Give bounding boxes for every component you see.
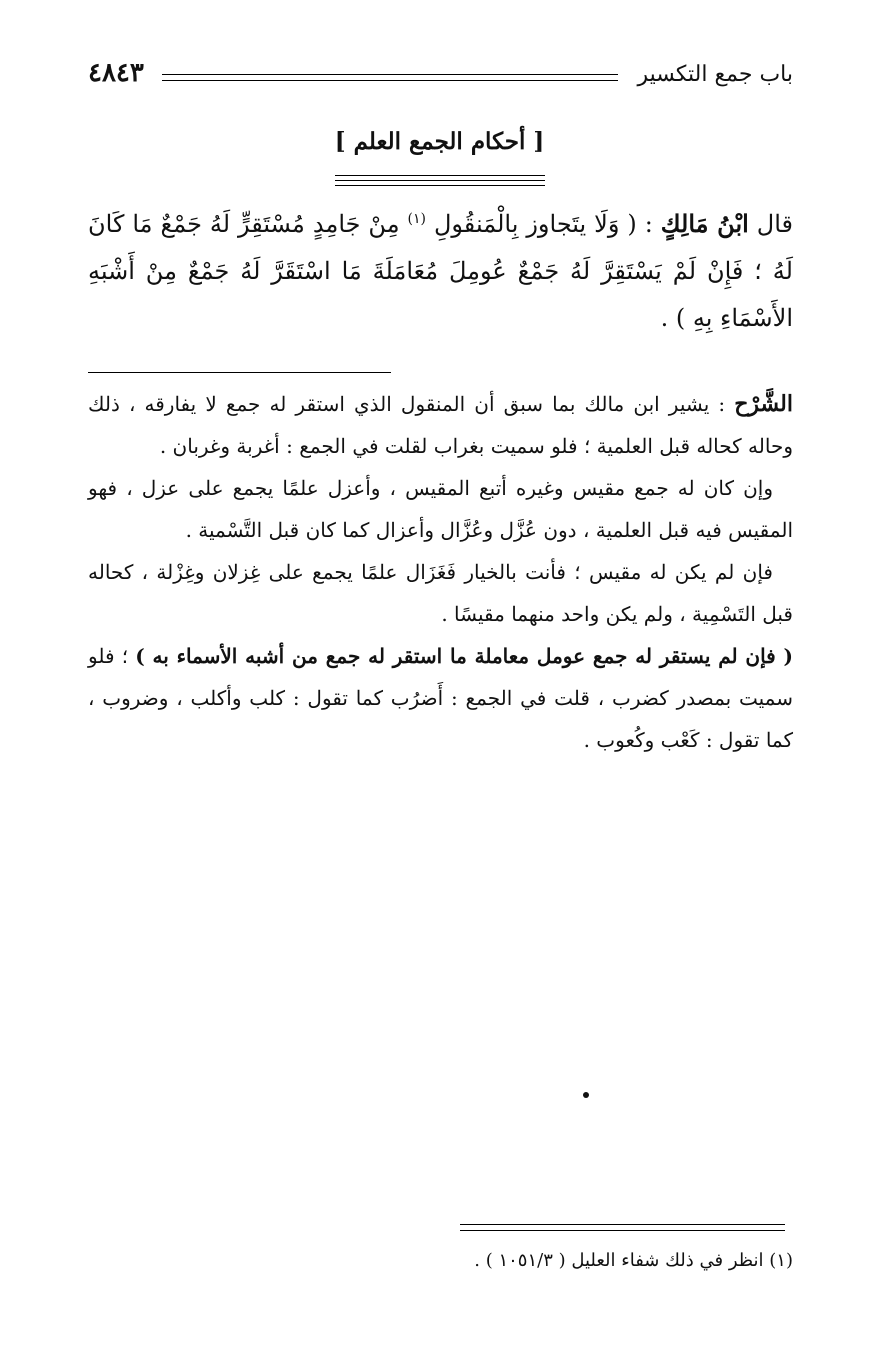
matn-text: [88, 196, 793, 342]
paragraph-text: : يشير ابن مالك بما سبق أن المنقول الذي استقر له جمع لا يفارقه ، ذلك وحاله كحاله قبل العلمية ؛ فلو سميت بغراب لقلت في الجمع : أغربة وغربان .: [88, 392, 793, 458]
header-rule: [162, 80, 618, 81]
section-title: [ أحكام الجمع العلم ]: [334, 128, 545, 155]
paragraph-text: ؛ فلو سميت بمصدر كضرب ، قلت في الجمع : أَضرُب كما تقول : كلب وأكلب ، وضروب ، كما تقول : كَعْب وكُعوب .: [88, 644, 793, 752]
section-rule: [335, 175, 545, 176]
chapter-title: باب جمع التكسير: [637, 62, 793, 87]
commentary-paragraph: [88, 467, 793, 551]
separator-rule: [88, 372, 391, 373]
footnote: (١) انظر في ذلك شفاء العليل ( ١٠٥١/٣ ) .: [474, 1250, 793, 1271]
matn-text-a: : ( وَلَا يتَجاوز بِالْمَنقُولِ: [433, 210, 653, 238]
commentary-paragraph: [88, 635, 793, 761]
author-name: ابْنُ مَالِكٍ: [660, 209, 749, 238]
paragraph-text: وإن كان له جمع مقيس وغيره أتبع المقيس ، وأعزل علمًا يجمع على عزل ، فهو المقيس فيه قبل العلمية ، دون عُزَّل وعُزَّال وأعزال كما كان قبل التَّسْمية .: [88, 476, 793, 542]
paragraph-text: فإن لم يكن له مقيس ؛ فأنت بالخيار فَغَزَال علمًا يجمع على غِزلان وغِزْلة ، كحاله قبل التَسْمِية ، ولم يكن واحد منهما مقيسًا .: [88, 560, 793, 626]
matn-intro: قال: [756, 210, 794, 238]
page-header: [88, 58, 793, 98]
quoted-matn: ( فإن لم يستقر له جمع عومل معاملة ما استقر له جمع من أشبه الأسماء به ): [135, 644, 793, 668]
section-rule: [335, 185, 545, 186]
header-rule: [162, 74, 618, 75]
footnote-rule: [460, 1230, 785, 1231]
stray-dot: [583, 1092, 589, 1098]
commentary-label: الشَّرْح: [734, 391, 793, 417]
commentary-paragraph: [88, 383, 793, 467]
section-rule: [335, 180, 545, 181]
commentary: [88, 383, 793, 761]
commentary-paragraph: [88, 551, 793, 635]
matn-text-b: مِنْ جَامِدٍ مُسْتَقِرٍّ لَهُ جَمْعٌ مَا كَانَ لَهُ ؛ فَإِنْ لَمْ يَسْتَقِرَّ لَهُ جَمْعٌ عُومِلَ مُعَامَلَةَ مَا اسْتَقَرَّ لَهُ جَمْعٌ مِنْ أَشْبَهِ الأَسْمَاءِ بِهِ ) .: [88, 210, 793, 332]
footnote-rule: [460, 1224, 785, 1225]
page-number: ٤٨٤٣: [88, 58, 144, 88]
footnote-reference: (١): [407, 211, 426, 227]
